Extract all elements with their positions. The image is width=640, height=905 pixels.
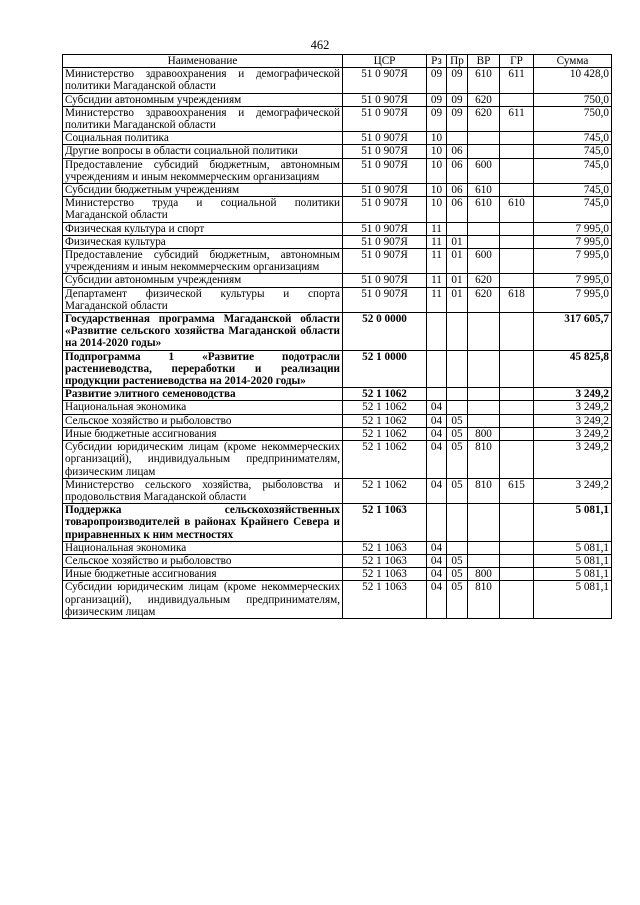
table-row (63, 568, 612, 581)
cell-sum: 5 081,1 (534, 581, 612, 619)
table-row (63, 441, 612, 479)
cell-sum: 10 428,0 (534, 68, 612, 93)
cell-sum: 3 249,2 (534, 388, 612, 401)
table-row (63, 145, 612, 158)
cell-rz: 10 (427, 132, 447, 145)
cell-gr (500, 441, 534, 479)
cell-rz: 04 (427, 581, 447, 619)
cell-csr: 51 0 907Я (343, 249, 427, 274)
cell-rz (427, 388, 447, 401)
cell-vr (468, 235, 500, 248)
cell-pr (447, 313, 468, 351)
table-row (63, 350, 612, 388)
cell-sum: 745,0 (534, 184, 612, 197)
cell-gr (500, 222, 534, 235)
cell-sum: 5 081,1 (534, 568, 612, 581)
table-row (63, 158, 612, 183)
table-body (63, 68, 612, 619)
cell-csr: 52 1 1062 (343, 441, 427, 479)
cell-csr: 52 1 1062 (343, 478, 427, 503)
cell-csr: 51 0 907Я (343, 158, 427, 183)
cell-csr: 51 0 907Я (343, 222, 427, 235)
cell-pr: 05 (447, 427, 468, 440)
cell-sum: 750,0 (534, 93, 612, 106)
cell-rz: 04 (427, 414, 447, 427)
cell-sum: 5 081,1 (534, 541, 612, 554)
cell-gr (500, 132, 534, 145)
cell-name: Развитие элитного семеноводства (63, 388, 343, 401)
cell-pr (447, 132, 468, 145)
cell-vr (468, 350, 500, 388)
cell-rz: 09 (427, 68, 447, 93)
cell-csr: 52 1 1063 (343, 541, 427, 554)
cell-csr: 51 0 907Я (343, 197, 427, 222)
cell-csr: 52 1 1062 (343, 388, 427, 401)
cell-gr (500, 568, 534, 581)
table-row (63, 184, 612, 197)
cell-rz: 04 (427, 401, 447, 414)
header-name: Наименование (63, 55, 343, 68)
cell-csr: 51 0 907Я (343, 93, 427, 106)
table-row (63, 106, 612, 131)
cell-rz: 04 (427, 427, 447, 440)
table-row (63, 287, 612, 312)
header-row (63, 55, 612, 68)
cell-gr: 610 (500, 197, 534, 222)
cell-vr: 800 (468, 568, 500, 581)
cell-vr: 810 (468, 581, 500, 619)
cell-csr: 52 1 1063 (343, 554, 427, 567)
cell-csr: 52 1 0000 (343, 350, 427, 388)
cell-rz: 04 (427, 478, 447, 503)
cell-rz: 04 (427, 554, 447, 567)
table-row (63, 249, 612, 274)
cell-name: Министерство здравоохранения и демографической политики Магаданской области (63, 68, 343, 93)
cell-vr: 620 (468, 106, 500, 131)
cell-gr: 615 (500, 478, 534, 503)
cell-name: Национальная экономика (63, 541, 343, 554)
cell-rz: 10 (427, 184, 447, 197)
cell-csr: 51 0 907Я (343, 68, 427, 93)
cell-gr (500, 350, 534, 388)
cell-rz: 09 (427, 93, 447, 106)
cell-pr: 09 (447, 93, 468, 106)
cell-sum: 3 249,2 (534, 401, 612, 414)
cell-rz: 11 (427, 235, 447, 248)
cell-name: Сельское хозяйство и рыболовство (63, 414, 343, 427)
cell-rz: 10 (427, 197, 447, 222)
cell-pr: 01 (447, 249, 468, 274)
cell-sum: 7 995,0 (534, 274, 612, 287)
cell-vr: 610 (468, 184, 500, 197)
cell-pr: 06 (447, 158, 468, 183)
table-row (63, 235, 612, 248)
header-gr: ГР (500, 55, 534, 68)
cell-sum: 3 249,2 (534, 478, 612, 503)
cell-name: Предоставление субсидий бюджетным, автономным учреждениям и иным некоммерческим организациям (63, 249, 343, 274)
cell-pr: 05 (447, 414, 468, 427)
cell-vr: 810 (468, 441, 500, 479)
cell-gr (500, 158, 534, 183)
cell-name: Департамент физической культуры и спорта Магаданской области (63, 287, 343, 312)
cell-rz: 04 (427, 541, 447, 554)
cell-sum: 745,0 (534, 145, 612, 158)
cell-name: Предоставление субсидий бюджетным, автономным учреждениям и иным некоммерческим организациям (63, 158, 343, 183)
cell-gr (500, 313, 534, 351)
header-vr: ВР (468, 55, 500, 68)
cell-sum: 3 249,2 (534, 441, 612, 479)
cell-name: Субсидии автономным учреждениям (63, 93, 343, 106)
header-pr: Пр (447, 55, 468, 68)
cell-rz (427, 504, 447, 542)
cell-sum: 5 081,1 (534, 504, 612, 542)
cell-vr: 600 (468, 249, 500, 274)
cell-name: Министерство труда и социальной политики Магаданской области (63, 197, 343, 222)
cell-vr: 610 (468, 197, 500, 222)
cell-pr (447, 401, 468, 414)
header-rz: Рз (427, 55, 447, 68)
cell-name: Субсидии юридическим лицам (кроме некоммерческих организаций), индивидуальным предпринимателям, физическим лицам (63, 441, 343, 479)
cell-csr: 51 0 907Я (343, 106, 427, 131)
cell-name: Сельское хозяйство и рыболовство (63, 554, 343, 567)
cell-csr: 51 0 907Я (343, 132, 427, 145)
cell-pr: 06 (447, 145, 468, 158)
table-row (63, 93, 612, 106)
cell-csr: 52 1 1063 (343, 504, 427, 542)
cell-rz: 11 (427, 274, 447, 287)
cell-pr (447, 504, 468, 542)
cell-name: Министерство здравоохранения и демографической политики Магаданской области (63, 106, 343, 131)
cell-gr: 611 (500, 106, 534, 131)
cell-vr (468, 554, 500, 567)
cell-rz: 11 (427, 287, 447, 312)
header-sum: Сумма (534, 55, 612, 68)
cell-sum: 745,0 (534, 158, 612, 183)
cell-sum: 3 249,2 (534, 414, 612, 427)
page-number: 462 (310, 38, 330, 52)
cell-pr: 05 (447, 554, 468, 567)
cell-gr: 618 (500, 287, 534, 312)
table-row (63, 222, 612, 235)
cell-csr: 52 1 1063 (343, 581, 427, 619)
cell-vr: 600 (468, 158, 500, 183)
cell-pr: 05 (447, 441, 468, 479)
cell-vr: 620 (468, 274, 500, 287)
cell-vr (468, 222, 500, 235)
cell-pr: 05 (447, 568, 468, 581)
cell-gr (500, 249, 534, 274)
cell-csr: 51 0 907Я (343, 287, 427, 312)
cell-name: Другие вопросы в области социальной политики (63, 145, 343, 158)
cell-pr: 01 (447, 235, 468, 248)
table-row (63, 132, 612, 145)
cell-name: Физическая культура и спорт (63, 222, 343, 235)
cell-rz: 11 (427, 249, 447, 274)
cell-sum: 745,0 (534, 132, 612, 145)
cell-name: Министерство сельского хозяйства, рыболовства и продовольствия Магаданской области (63, 478, 343, 503)
table-row (63, 274, 612, 287)
cell-name: Иные бюджетные ассигнования (63, 427, 343, 440)
cell-gr (500, 554, 534, 567)
cell-csr: 52 1 1062 (343, 414, 427, 427)
cell-pr: 05 (447, 581, 468, 619)
cell-rz: 04 (427, 568, 447, 581)
cell-csr: 51 0 907Я (343, 145, 427, 158)
cell-pr (447, 222, 468, 235)
cell-rz: 09 (427, 106, 447, 131)
cell-sum: 45 825,8 (534, 350, 612, 388)
cell-vr: 800 (468, 427, 500, 440)
cell-vr: 620 (468, 93, 500, 106)
cell-gr (500, 581, 534, 619)
cell-gr: 611 (500, 68, 534, 93)
cell-sum: 7 995,0 (534, 287, 612, 312)
cell-pr: 09 (447, 68, 468, 93)
cell-csr: 51 0 907Я (343, 184, 427, 197)
cell-pr: 06 (447, 197, 468, 222)
cell-name: Иные бюджетные ассигнования (63, 568, 343, 581)
cell-gr (500, 93, 534, 106)
table-row (63, 581, 612, 619)
cell-csr: 52 1 1062 (343, 401, 427, 414)
cell-name: Субсидии юридическим лицам (кроме некоммерческих организаций), индивидуальным предпринимателям, физическим лицам (63, 581, 343, 619)
cell-vr: 610 (468, 68, 500, 93)
cell-rz: 04 (427, 441, 447, 479)
cell-vr (468, 145, 500, 158)
cell-rz (427, 313, 447, 351)
cell-name: Государственная программа Магаданской области «Развитие сельского хозяйства Магаданской области на 2014-2020 годы» (63, 313, 343, 351)
cell-vr (468, 504, 500, 542)
cell-csr: 52 1 1063 (343, 568, 427, 581)
table-row (63, 414, 612, 427)
table-row (63, 504, 612, 542)
cell-gr (500, 427, 534, 440)
cell-pr: 01 (447, 274, 468, 287)
cell-pr (447, 350, 468, 388)
cell-csr: 51 0 907Я (343, 274, 427, 287)
cell-name: Субсидии автономным учреждениям (63, 274, 343, 287)
cell-rz: 11 (427, 222, 447, 235)
cell-rz (427, 350, 447, 388)
cell-gr (500, 541, 534, 554)
table-row (63, 388, 612, 401)
cell-name: Поддержка сельскохозяйственных товаропроизводителей в районах Крайнего Севера и приравненных к ним местностях (63, 504, 343, 542)
cell-sum: 317 605,7 (534, 313, 612, 351)
cell-vr: 810 (468, 478, 500, 503)
cell-rz: 10 (427, 158, 447, 183)
cell-name: Физическая культура (63, 235, 343, 248)
cell-pr (447, 541, 468, 554)
cell-sum: 7 995,0 (534, 222, 612, 235)
table-row (63, 401, 612, 414)
cell-gr (500, 504, 534, 542)
cell-sum: 750,0 (534, 106, 612, 131)
cell-csr: 52 1 1062 (343, 427, 427, 440)
table-row (63, 197, 612, 222)
cell-vr (468, 401, 500, 414)
cell-pr: 09 (447, 106, 468, 131)
cell-vr (468, 132, 500, 145)
cell-gr (500, 145, 534, 158)
cell-gr (500, 274, 534, 287)
cell-name: Подпрограмма 1 «Развитие подотрасли растениеводства, переработки и реализации продукции растениеводства на 2014-2020 годы» (63, 350, 343, 388)
cell-pr: 05 (447, 478, 468, 503)
cell-sum: 3 249,2 (534, 427, 612, 440)
cell-pr: 06 (447, 184, 468, 197)
cell-rz: 10 (427, 145, 447, 158)
cell-name: Национальная экономика (63, 401, 343, 414)
table-row (63, 541, 612, 554)
header-csr: ЦСР (343, 55, 427, 68)
cell-gr (500, 414, 534, 427)
cell-gr (500, 388, 534, 401)
cell-name: Социальная политика (63, 132, 343, 145)
table-row (63, 313, 612, 351)
cell-vr (468, 414, 500, 427)
cell-pr (447, 388, 468, 401)
cell-sum: 7 995,0 (534, 235, 612, 248)
cell-vr (468, 313, 500, 351)
cell-name: Субсидии бюджетным учреждениям (63, 184, 343, 197)
table-row (63, 478, 612, 503)
cell-gr (500, 401, 534, 414)
cell-vr: 620 (468, 287, 500, 312)
cell-vr (468, 541, 500, 554)
cell-gr (500, 184, 534, 197)
cell-sum: 745,0 (534, 197, 612, 222)
cell-sum: 7 995,0 (534, 249, 612, 274)
table-row (63, 427, 612, 440)
budget-table (62, 54, 612, 619)
table-row (63, 554, 612, 567)
cell-csr: 52 0 0000 (343, 313, 427, 351)
cell-sum: 5 081,1 (534, 554, 612, 567)
cell-csr: 51 0 907Я (343, 235, 427, 248)
cell-vr (468, 388, 500, 401)
cell-pr: 01 (447, 287, 468, 312)
table-row (63, 68, 612, 93)
cell-gr (500, 235, 534, 248)
